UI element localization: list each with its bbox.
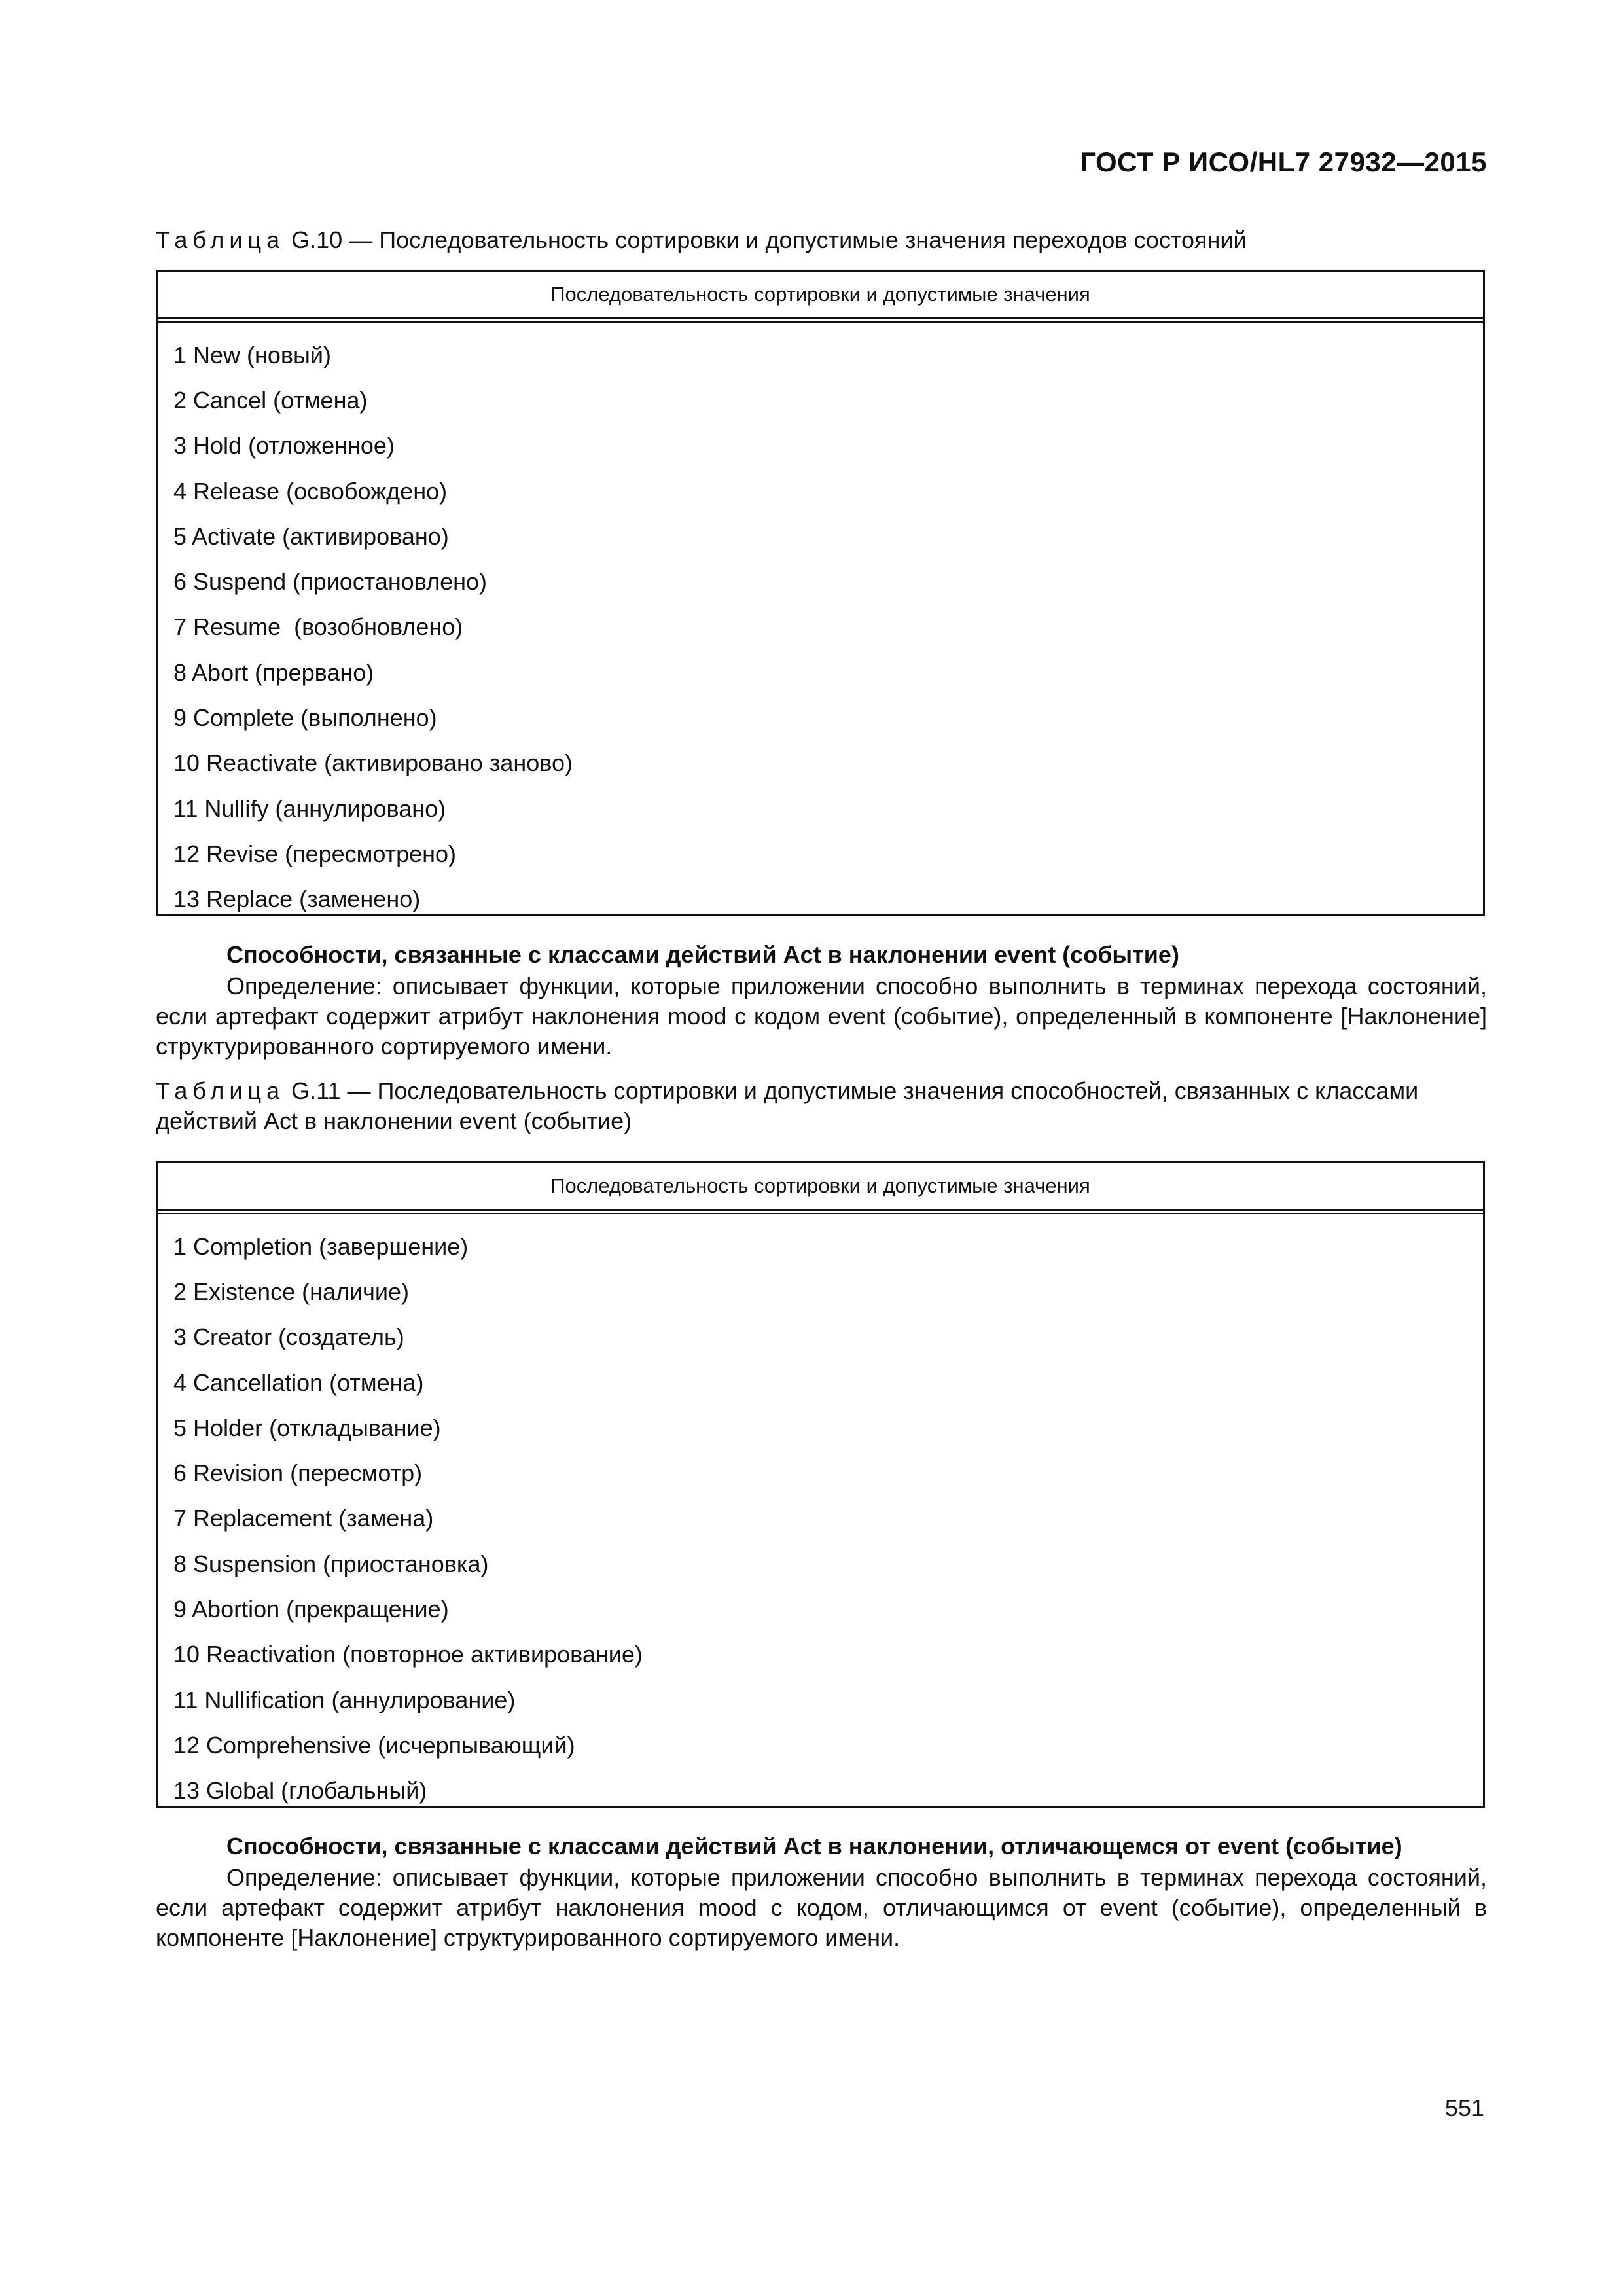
table-body — [158, 1211, 1483, 1814]
caption-text: G.11 — Последовательность сортировки и допустимые значения способностей, связанных с классами действий Act в наклонении event (событие) — [156, 1077, 1419, 1134]
table-row: 9 Abortion (прекращение) — [173, 1596, 449, 1623]
table-row: 12 Comprehensive (исчерпывающий) — [173, 1731, 575, 1759]
table-body — [158, 319, 1483, 922]
caption-text: G.10 — Последовательность сортировки и допустимые значения переходов состояний — [285, 226, 1247, 253]
table-g10 — [156, 270, 1485, 916]
section-heading: Способности, связанные с классами действий Act в наклонении event (событие) — [226, 941, 1179, 968]
table-row: 4 Cancellation (отмена) — [173, 1369, 424, 1396]
table-row: 11 Nullify (аннулировано) — [173, 795, 446, 822]
table-row: 3 Hold (отложенное) — [173, 432, 395, 459]
page-number: 551 — [1444, 2094, 1484, 2121]
table-row: 8 Suspension (приостановка) — [173, 1550, 489, 1577]
table-column-header: Последовательность сортировки и допустимые значения — [158, 272, 1483, 319]
table-row: 1 New (новый) — [173, 341, 332, 368]
table-g11 — [156, 1161, 1485, 1808]
table-column-header: Последовательность сортировки и допустимые значения — [158, 1163, 1483, 1211]
table-row: 6 Suspend (приостановлено) — [173, 568, 488, 596]
table-row: 6 Revision (пересмотр) — [173, 1460, 423, 1487]
section-heading: Способности, связанные с классами действий Act в наклонении, отличающемся от event (событие) — [226, 1833, 1402, 1859]
table-caption-g10 — [156, 225, 1487, 255]
table-row: 10 Reactivation (повторное активирование) — [173, 1641, 643, 1668]
table-row: 2 Cancel (отмена) — [173, 386, 368, 414]
table-row: 7 Resume (возобновлено) — [173, 613, 463, 641]
definition-paragraph: Определение: описывает функции, которые приложении способно выполнить в терминах перехода состояний, если артефакт содержит атрибут наклонения mood с кодом, отличающимся от event (событие), определенный в компоненте [Наклонение] структурированного сортируемого имени. — [156, 1864, 1487, 1951]
table-row: 9 Complete (выполнено) — [173, 704, 437, 732]
table-row: 11 Nullification (аннулирование) — [173, 1686, 516, 1713]
definition-paragraph: Определение: описывает функции, которые приложении способно выполнить в терминах перехода состояний, если артефакт содержит атрибут наклонения mood с кодом event (событие), определенный в компоненте [Наклонение] структурированного сортируемого имени. — [156, 973, 1487, 1060]
caption-label: Таблица — [156, 226, 285, 253]
table-row: 13 Global (глобальный) — [173, 1777, 427, 1804]
table-row: 5 Holder (откладывание) — [173, 1414, 441, 1441]
table-row: 12 Revise (пересмотрено) — [173, 840, 457, 867]
table-row: 8 Abort (прервано) — [173, 658, 374, 686]
table-row: 7 Replacement (замена) — [173, 1505, 434, 1532]
table-row: 10 Reactivate (активировано заново) — [173, 749, 573, 777]
table-row: 13 Replace (заменено) — [173, 886, 421, 913]
table-caption-g11 — [156, 1076, 1487, 1136]
table-row: 1 Completion (завершение) — [173, 1232, 469, 1260]
caption-label: Таблица — [156, 1077, 285, 1104]
table-row: 3 Creator (создатель) — [173, 1323, 404, 1351]
document-header: ГОСТ Р ИСО/HL7 27932—2015 — [1080, 147, 1487, 177]
table-row: 5 Activate (активировано) — [173, 522, 449, 550]
table-row: 2 Existence (наличие) — [173, 1278, 409, 1305]
table-row: 4 Release (освобождено) — [173, 477, 448, 505]
